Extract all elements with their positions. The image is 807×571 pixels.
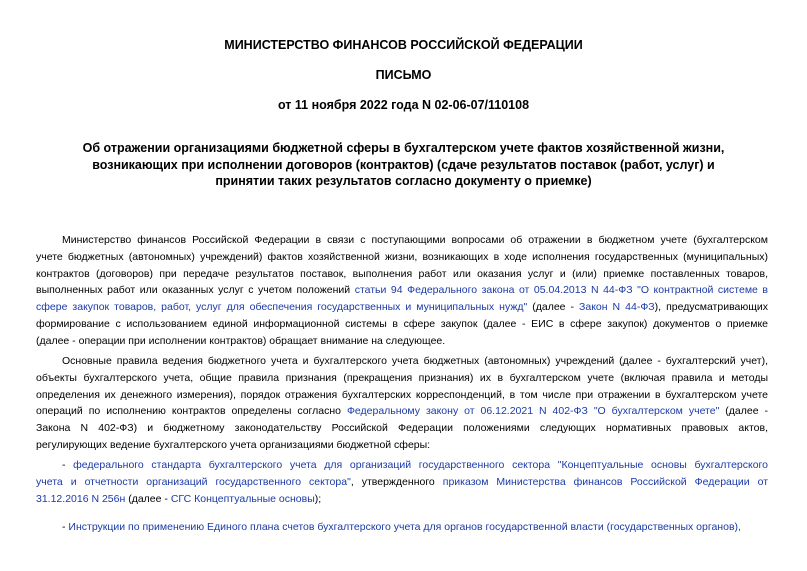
text-run: формирование с использованием единой информационной системы в сфере закупок (далее - ЕИС в сфере закупок) документов о приемке (36, 317, 768, 330)
paragraph-line (36, 333, 768, 350)
text-run: - (62, 459, 74, 471)
subject-line: принятии таких результатов согласно документу о приемке) (215, 174, 592, 188)
text-run: операций по исполнению контрактов определены согласно (36, 405, 347, 418)
text-run: , утвержденного (350, 475, 443, 488)
paragraph-line (62, 353, 768, 370)
text-run: выполненных работ или оказанных услуг с учетом положений (36, 284, 355, 297)
text-run: ); (314, 492, 322, 505)
text-run: (далее - (719, 405, 768, 418)
text-run: ), предусматривающих (654, 301, 768, 314)
fsbu-conceptual-framework-link[interactable]: федерального стандарта бухгалтерского учета для организаций государственного сектора "Концептуальные основы бухгалтерского (73, 459, 768, 471)
law-402fz-link[interactable]: Федеральному закону от 06.12.2021 N 402-ФЗ "О бухгалтерском учете" (346, 405, 720, 418)
list-item (36, 457, 768, 507)
list-item (62, 519, 768, 536)
paragraph-line (36, 299, 768, 316)
ministry-title: МИНИСТЕРСТВО ФИНАНСОВ РОССИЙСКОЙ ФЕДЕРАЦИИ (224, 38, 583, 52)
paragraph-line (36, 437, 768, 454)
paragraph-line (36, 387, 768, 404)
law-44fz-article-94-link[interactable]: статьи 94 Федерального закона от 05.04.2013 N 44-ФЗ "О контрактной системе в (354, 284, 768, 297)
text-run: учете бюджетных (автономных) учреждений) фактов хозяйственной жизни, возникающих в ходе исполнения государственных (муниципальных) (36, 250, 768, 263)
paragraph-intro (36, 232, 768, 350)
paragraph-line (36, 266, 768, 283)
paragraph-line (62, 519, 768, 536)
text-run: определения их денежного измерения), порядок отражения бухгалтерских корреспонденций, в том числе при отражении в бухгалтерском учете (36, 388, 768, 401)
law-44fz-short-link[interactable]: Закон N 44-ФЗ (579, 301, 655, 314)
document-subject (40, 140, 767, 190)
paragraph-line (62, 457, 768, 474)
document-date-number: от 11 ноября 2022 года N 02-06-07/110108 (277, 98, 530, 112)
paragraph-line (36, 420, 768, 437)
paragraph-line (36, 491, 768, 508)
minfin-order-link[interactable]: приказом Министерства финансов Российской Федерации от (442, 475, 768, 488)
paragraph-line (36, 370, 768, 387)
paragraph-line (36, 403, 768, 420)
subject-line: возникающих при исполнении договоров (контрактов) (сдаче результатов поставок (работ, услуг) и (92, 157, 715, 172)
paragraph-line (36, 249, 768, 266)
paragraph-line (36, 282, 768, 299)
sgs-conceptual-framework-link[interactable]: СГС Концептуальные основы (170, 492, 315, 505)
minfin-order-link-cont[interactable]: 31.12.2016 N 256н (36, 492, 126, 505)
text-run: - (62, 521, 69, 533)
chart-of-accounts-instruction-link[interactable]: Инструкции по применению Единого плана счетов бухгалтерского учета для органов государственной власти (государственных органов), (68, 521, 741, 533)
paragraph-line (36, 316, 768, 333)
text-run: Основные правила ведения бюджетного учета и бухгалтерского учета бюджетных (автономных) учреждений (далее - бухгалтерский учет), (62, 355, 768, 367)
paragraph-line (36, 474, 768, 491)
paragraph-line (62, 232, 768, 249)
text-run: Министерство финансов Российской Федерации в связи с поступающими вопросами об отражении в бюджетном учете (бухгалтерском (62, 234, 768, 246)
document-type: ПИСЬМО (375, 68, 432, 82)
text-run: (далее - (527, 301, 580, 314)
text-run: объекты бухгалтерского учета, общие правила признания (прекращения признания) их в бухгалтерском учете (включая правила и методы (36, 371, 768, 384)
text-run: (далее - операции при исполнении контрактов) обращает внимание на следующее. (36, 334, 446, 347)
text-run: Закона N 402-ФЗ) и бюджетному законодательству Российской Федерации положениями следующих нормативных правовых актов, (36, 422, 768, 435)
paragraph-rules (36, 353, 768, 454)
text-run: (далее - (125, 492, 171, 505)
subject-line: Об отражении организациями бюджетной сферы в бухгалтерском учете фактов хозяйственной жизни, (82, 141, 725, 155)
law-44fz-article-94-link-cont[interactable]: сфере закупок товаров, работ, услуг для обеспечения государственных и муниципальных нужд" (36, 301, 528, 314)
text-run: регулирующих ведение бухгалтерского учета организациями бюджетной сферы: (36, 438, 431, 451)
fsbu-conceptual-framework-link-cont[interactable]: учета и отчетности организаций государственного сектора" (36, 475, 351, 488)
text-run: контрактов (договоров) при передаче результатов поставок, выполнения работ или оказания услуг и (или) приемке поставленных товаров, (36, 267, 768, 280)
